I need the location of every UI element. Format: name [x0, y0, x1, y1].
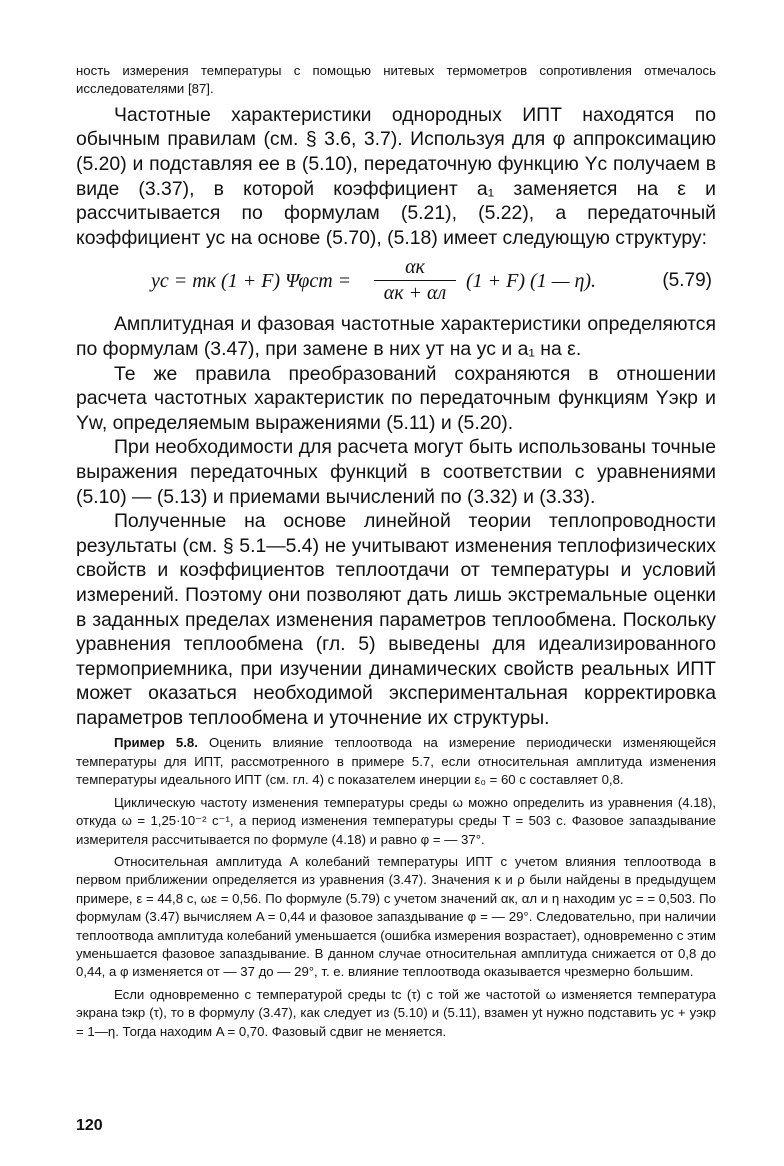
example-paragraph-2: Циклическую частоту изменения температуры среды ω можно определить из уравнения (4.18), откуда ω = 1,25·10⁻² с⁻¹, а период изменения температуры среды T = 503 с. Фазовое запаздывание измерителя рассчитывается по формуле (4.18) и равно φ = — 37°.: [76, 794, 716, 847]
fraction-numerator: αк: [374, 256, 456, 281]
example-paragraph-3: Относительная амплитуда A колебаний температуры ИПТ с учетом влияния теплоотвода в первом приближении определяется из уравнения (3.47). Значения κ и ρ были найдены в предыдущем примере, ε = 44,8 с, ωε = 0,56. По формуле (5.79) с учетом значений αк, αл и η находим yс = = 0,503. По формулам (3.47) вычисляем A = 0,44 и фазовое запаздывание φ = — 29°. Следовательно, при наличии теплоотвода амплитуда колебаний уменьшается (ошибка измерения возрастает), одновременно с этим уменьшается фазовое запаздывание. В данном случае относительная амплитуда снижается от 0,8 до 0,44, а φ изменяется от — 37 до — 29°, т. е. влияние теплоотвода оказывается чрезмерно большим.: [76, 853, 716, 980]
example-paragraph: [76, 734, 716, 789]
paragraph-3: Те же правила преобразований сохраняются в отношении расчета частотных характеристик по передаточным функциям Yэкр и Yw, определяемым выражениями (5.11) и (5.20).: [76, 362, 716, 434]
example-text: Оценить влияние теплоотвода на измерение периодически изменяющейся температуры для ИПТ, рассмотренного в примере 5.7, если относительная амплитуда изменения температуры идеального ИПТ (см. гл. 4) с показателем инерции ε₀ = 60 с составляет 0,8.: [76, 735, 716, 788]
page-body: [76, 62, 716, 1041]
equation-lhs: yс = mк (1 + F) Ψφст =: [151, 270, 352, 293]
continuation-text: ность измерения температуры с помощью нитевых термометров сопротивления отмечалось исследователями [87].: [76, 63, 716, 97]
paragraph-4: При необходимости для расчета могут быть использованы точные выражения передаточных функций в соответствии с уравнениями (5.10) — (5.13) и приемами вычислений по (3.32) и (3.33).: [76, 436, 716, 508]
example-title: Пример 5.8.: [114, 735, 198, 751]
equation-fraction: [374, 256, 456, 305]
fraction-denominator: αк + αл: [383, 282, 447, 305]
equation-number: (5.79): [662, 270, 712, 292]
paragraph-5: Полученные на основе линейной теории теплопроводности результаты (см. § 5.1—5.4) не учитывают изменения теплофизических свойств и коэффициентов теплоотдачи от температуры и условий измерений. Поэтому они позволяют дать лишь экстремальные оценки в заданных пределах изменения параметров теплообмена. Поскольку уравнения теплообмена (гл. 5) выведены для идеализированного термоприемника, при изучении динамических свойств реальных ИПТ может оказаться необходимой экспериментальная корректировка параметров теплообмена и уточнение их структуры.: [76, 510, 716, 729]
equation-rhs: (1 + F) (1 — η).: [466, 270, 597, 293]
page-number: 120: [76, 1117, 103, 1134]
example-paragraph-4: Если одновременно с температурой среды tс (τ) с той же частотой ω изменяется температура экрана tэкр (τ), то в формулу (3.47), как следует из (5.10) и (5.11), взамен yt нужно подставить yс + yэкр = 1—η. Тогда находим A = 0,70. Фазовый сдвиг не меняется.: [76, 986, 716, 1039]
paragraph-1: Частотные характеристики однородных ИПТ находятся по обычным правилам (см. § 3.6, 3.7). Используя для φ аппроксимацию (5.20) и подставляя ее в (5.10), передаточную функцию Yс получаем в виде (3.37), в которой коэффициент a₁ заменяется на ε и рассчитывается по формулам (5.21), (5.22), а передаточный коэффициент yс на основе (5.70), (5.18) имеет следующую структуру:: [76, 103, 716, 249]
paragraph-2: Амплитудная и фазовая частотные характеристики определяются по формулам (3.47), при замене в них yт на yс и a₁ на ε.: [76, 313, 716, 360]
equation-5-79: [76, 256, 716, 308]
